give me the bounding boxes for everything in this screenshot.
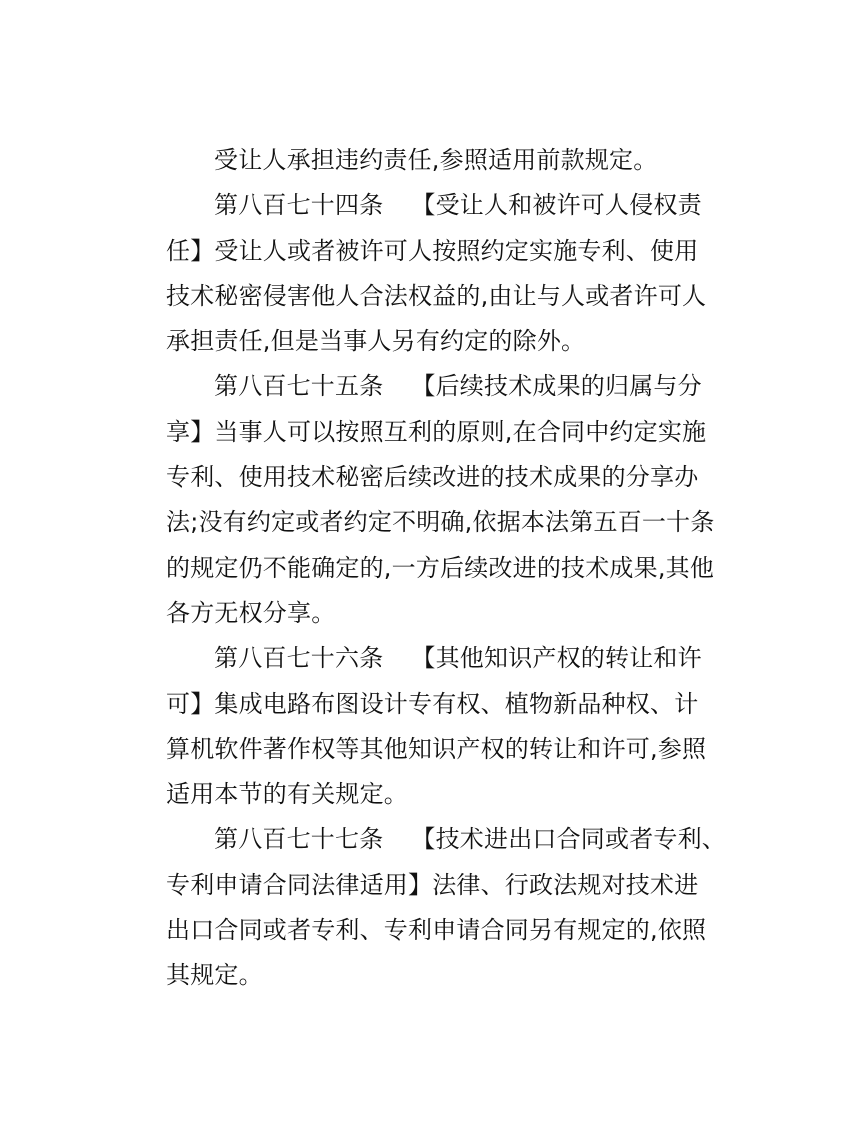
paragraph-line: 出口合同或者专利、专利申请合同另有规定的,依照 bbox=[166, 916, 707, 945]
paragraph-line: 专利申请合同法律适用】法律、行政法规对技术进 bbox=[166, 870, 699, 899]
paragraph-line: 各方无权分享。 bbox=[166, 598, 336, 627]
paragraph-line: 可】集成电路布图设计专有权、植物新品种权、计 bbox=[166, 689, 699, 718]
paragraph-line: 适用本节的有关规定。 bbox=[166, 780, 408, 809]
article-heading-876 bbox=[166, 636, 706, 681]
paragraph-line: 其规定。 bbox=[166, 961, 263, 990]
paragraph-line: 法;没有约定或者约定不明确,依据本法第五百一十条 bbox=[166, 508, 715, 537]
paragraph-line: 受让人承担违约责任,参照适用前款规定。 bbox=[214, 146, 658, 174]
paragraph-line: 技术秘密侵害他人合法权益的,由让与人或者许可人 bbox=[166, 281, 707, 310]
paragraph-line: 的规定仍不能确定的,一方后续改进的技术成果,其他 bbox=[166, 553, 715, 582]
paragraph-line: 承担责任,但是当事人另有约定的除外。 bbox=[166, 327, 586, 356]
paragraph-line: 算机软件著作权等其他知识产权的转让和许可,参照 bbox=[166, 734, 707, 763]
article-heading-875 bbox=[166, 364, 706, 409]
article-number: 第八百七十七条 bbox=[214, 825, 384, 854]
article-heading-874 bbox=[166, 183, 706, 228]
paragraph-line: 任】受让人或者被许可人按照约定实施专利、使用 bbox=[166, 236, 699, 265]
article-title: 【受让人和被许可人侵权责 bbox=[411, 191, 702, 220]
article-heading-877 bbox=[166, 817, 727, 862]
article-title: 【后续技术成果的归属与分 bbox=[411, 372, 702, 401]
article-title: 【其他知识产权的转让和许 bbox=[411, 644, 702, 673]
article-title: 【技术进出口合同或者专利、 bbox=[411, 825, 727, 854]
article-number: 第八百七十六条 bbox=[214, 644, 384, 673]
article-number: 第八百七十四条 bbox=[214, 191, 384, 220]
paragraph-line: 享】当事人可以按照互利的原则,在合同中约定实施 bbox=[166, 417, 707, 446]
paragraph-line: 专利、使用技术秘密后续改进的技术成果的分享办 bbox=[166, 463, 699, 492]
document-body bbox=[166, 138, 727, 999]
article-number: 第八百七十五条 bbox=[214, 372, 384, 401]
